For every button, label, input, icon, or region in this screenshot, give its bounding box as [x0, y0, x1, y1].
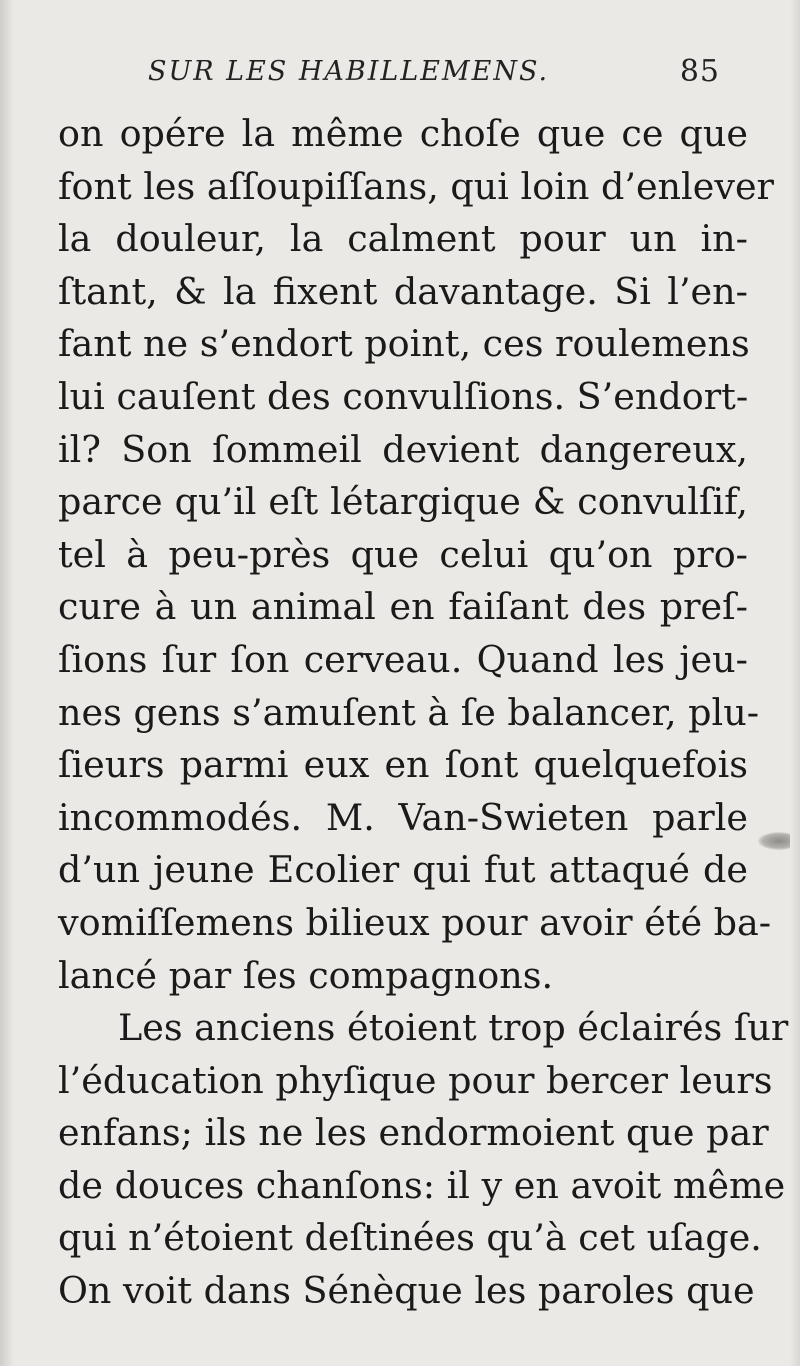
text-line: lancé par ſes compagnons.	[58, 953, 554, 997]
text-line: incommodés. M. Van-Swieten parle	[58, 795, 748, 839]
body-text	[58, 108, 789, 1318]
text-line: On voit dans Sénèque les paroles que	[58, 1269, 755, 1313]
text-line: parce qu’il eſt létargique & convulſif,	[58, 480, 748, 524]
text-line: fant ne s’endort point, ces roulemens	[58, 322, 750, 366]
text-line: qui n’étoient deſtinées qu’à cet uſage.	[58, 1216, 762, 1260]
text-line: la douleur, la calment pour un in-	[58, 217, 748, 261]
text-line: lui cauſent des convulſions. S’endort-	[58, 374, 749, 418]
margin-ink-blot	[758, 832, 800, 850]
page-number: 85	[679, 54, 720, 89]
text-line: on opére la même choſe que ce que	[58, 112, 748, 155]
text-line: il? Son ſommeil devient dangereux,	[58, 427, 748, 471]
text-line: l’éducation phyſique pour bercer leurs	[58, 1058, 773, 1102]
text-line: font les aſſoupiſſans, qui loin d’enlever	[58, 164, 774, 208]
text-line: nes gens s’amuſent à ſe balancer, plu-	[58, 690, 760, 734]
running-title: SUR LES HABILLEMENS.	[148, 56, 550, 87]
text-line: ſions ſur ſon cerveau. Quand les jeu-	[58, 637, 748, 681]
text-line: de douces chanſons: il y en avoit même	[58, 1163, 786, 1207]
page-header	[148, 50, 728, 94]
text-line: cure à un animal en faiſant des preſ-	[58, 585, 748, 629]
text-line: Les anciens étoient trop éclairés ſur	[118, 1006, 789, 1050]
text-line: vomiſſemens bilieux pour avoir été ba-	[58, 900, 772, 944]
text-line: tel à peu-près que celui qu’on pro-	[58, 532, 748, 576]
text-line: ſieurs parmi eux en ſont quelquefois	[58, 743, 748, 787]
text-line: d’un jeune Ecolier qui fut attaqué de	[58, 848, 748, 892]
text-line: enfans; ils ne les endormoient que par	[58, 1111, 769, 1155]
text-line: ſtant, & la fixent davantage. Si l’en-	[58, 269, 748, 313]
